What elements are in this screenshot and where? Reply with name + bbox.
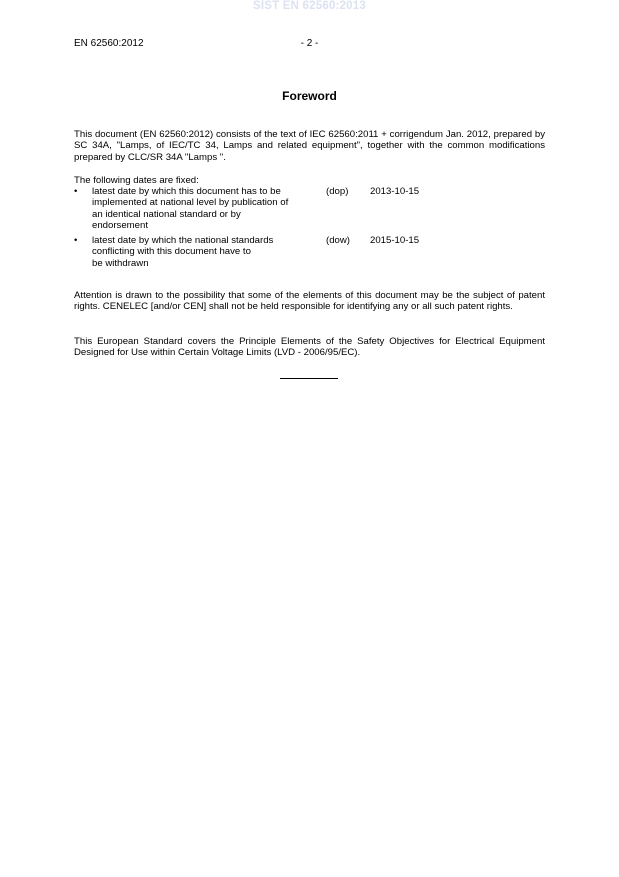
watermark: SIST EN 62560:2013	[253, 0, 366, 12]
date-description-line: conflicting with this document have to	[92, 246, 251, 258]
date-description	[92, 186, 309, 231]
date-description	[92, 235, 309, 269]
date-code: (dow)	[326, 235, 350, 246]
dates-intro: The following dates are fixed:	[74, 175, 199, 186]
bullet: •	[74, 235, 78, 246]
scope-paragraph: This European Standard covers the Principle Elements of the Safety Objectives for Electrical Equipment Designed for Use within Certain Voltage Limits (LVD - 2006/95/EC).	[74, 336, 545, 359]
document-id: EN 62560:2012	[74, 38, 144, 49]
date-value: 2015-10-15	[370, 235, 420, 246]
patent-paragraph: Attention is drawn to the possibility that some of the elements of this document may be the subject of patent rights. CENELEC [and/or CEN] shall not be held responsible for identifying any or all such patent rights.	[74, 290, 545, 313]
date-value: 2013-10-15	[370, 186, 420, 197]
date-description-line: endorsement	[92, 219, 148, 231]
date-description-line: be withdrawn	[92, 257, 149, 269]
section-title: Foreword	[282, 89, 337, 103]
date-description-line: an identical national standard or by	[92, 208, 241, 220]
date-description-line: latest date by which this document has to be	[92, 186, 281, 197]
date-description-line: implemented at national level by publication of	[92, 197, 289, 209]
date-description-line: latest date by which the national standards	[92, 235, 274, 246]
intro-paragraph: This document (EN 62560:2012) consists of the text of IEC 62560:2011 + corrigendum Jan. 2012, prepared by SC 34A, "Lamps, of IEC/TC 34, Lamps and related equipment", together with the common modifications prepared by CLC/SR 34A "Lamps ".	[74, 129, 545, 163]
date-code: (dop)	[326, 186, 349, 197]
closing-rule	[280, 378, 338, 379]
bullet: •	[74, 186, 78, 197]
page-number: - 2 -	[300, 38, 319, 49]
